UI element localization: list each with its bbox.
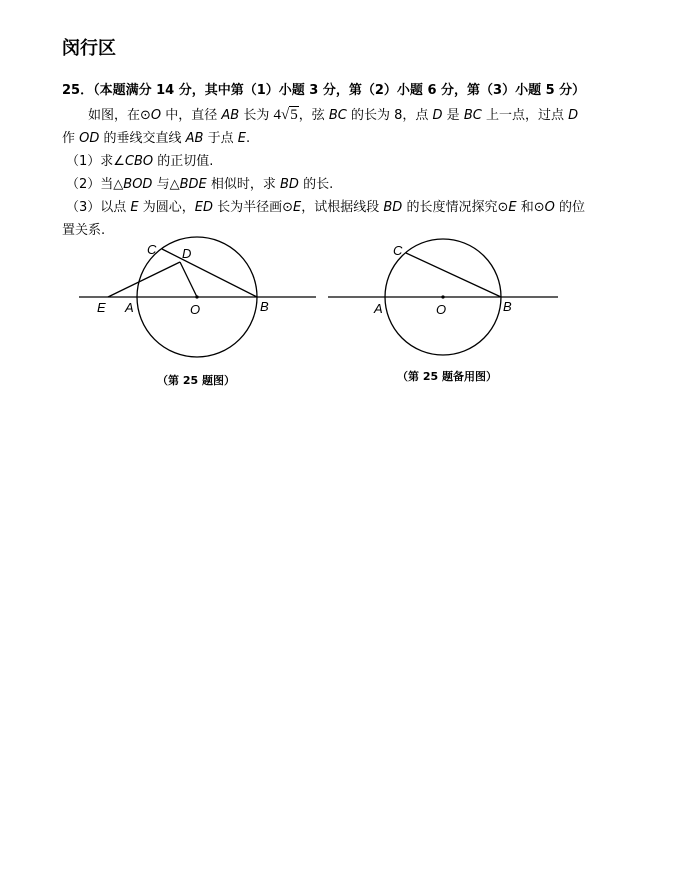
label-o-backup: O [436, 302, 447, 317]
district-title: 闵行区 [62, 38, 116, 59]
label-c: C [147, 242, 157, 257]
main-figure-caption: （第 25 题图） [157, 374, 235, 387]
subquestion-3-continued: 置关系. [62, 223, 106, 238]
radical-expression: 4√5 [273, 107, 298, 123]
subquestion-1: （1）求∠CBO 的正切值. [66, 154, 214, 169]
subquestion-3: （3）以点 E 为圆心，ED 长为半径画⊙E，试根据线段 BD 的长度情况探究⊙E 和⊙O 的位 [66, 200, 585, 215]
label-a: A [125, 300, 134, 315]
label-c-backup: C [393, 243, 403, 258]
label-o: O [190, 302, 201, 317]
problem-stem-line1: 如图，在⊙O 中，直径 AB 长为 4√5，弦 BC 的长为 8，点 D 是 BC 上一点，过点 D [88, 107, 579, 123]
backup-figure-caption: （第 25 题备用图） [397, 370, 497, 383]
subquestion-2: （2）当△BOD 与△BDE 相似时，求 BD 的长. [66, 177, 334, 192]
label-b: B [260, 299, 269, 314]
label-e: E [97, 300, 106, 315]
label-a-backup: A [374, 301, 383, 316]
segment-od [180, 262, 197, 297]
label-b-backup: B [503, 299, 512, 314]
problem-header: 25．（本题满分 14 分，其中第（1）小题 3 分，第（2）小题 6 分，第（3）小题 5 分） [62, 83, 586, 98]
main-figure-labels [97, 242, 269, 387]
problem-stem-line2: 作 OD 的垂线交直线 AB 于点 E. [62, 131, 251, 146]
chord-bc [162, 249, 257, 297]
point-o-dot [196, 296, 198, 298]
point-o-dot-backup [442, 296, 444, 298]
backup-figure [328, 239, 558, 355]
main-figure [79, 237, 316, 357]
label-d: D [182, 246, 192, 261]
segment-ed [108, 262, 180, 297]
